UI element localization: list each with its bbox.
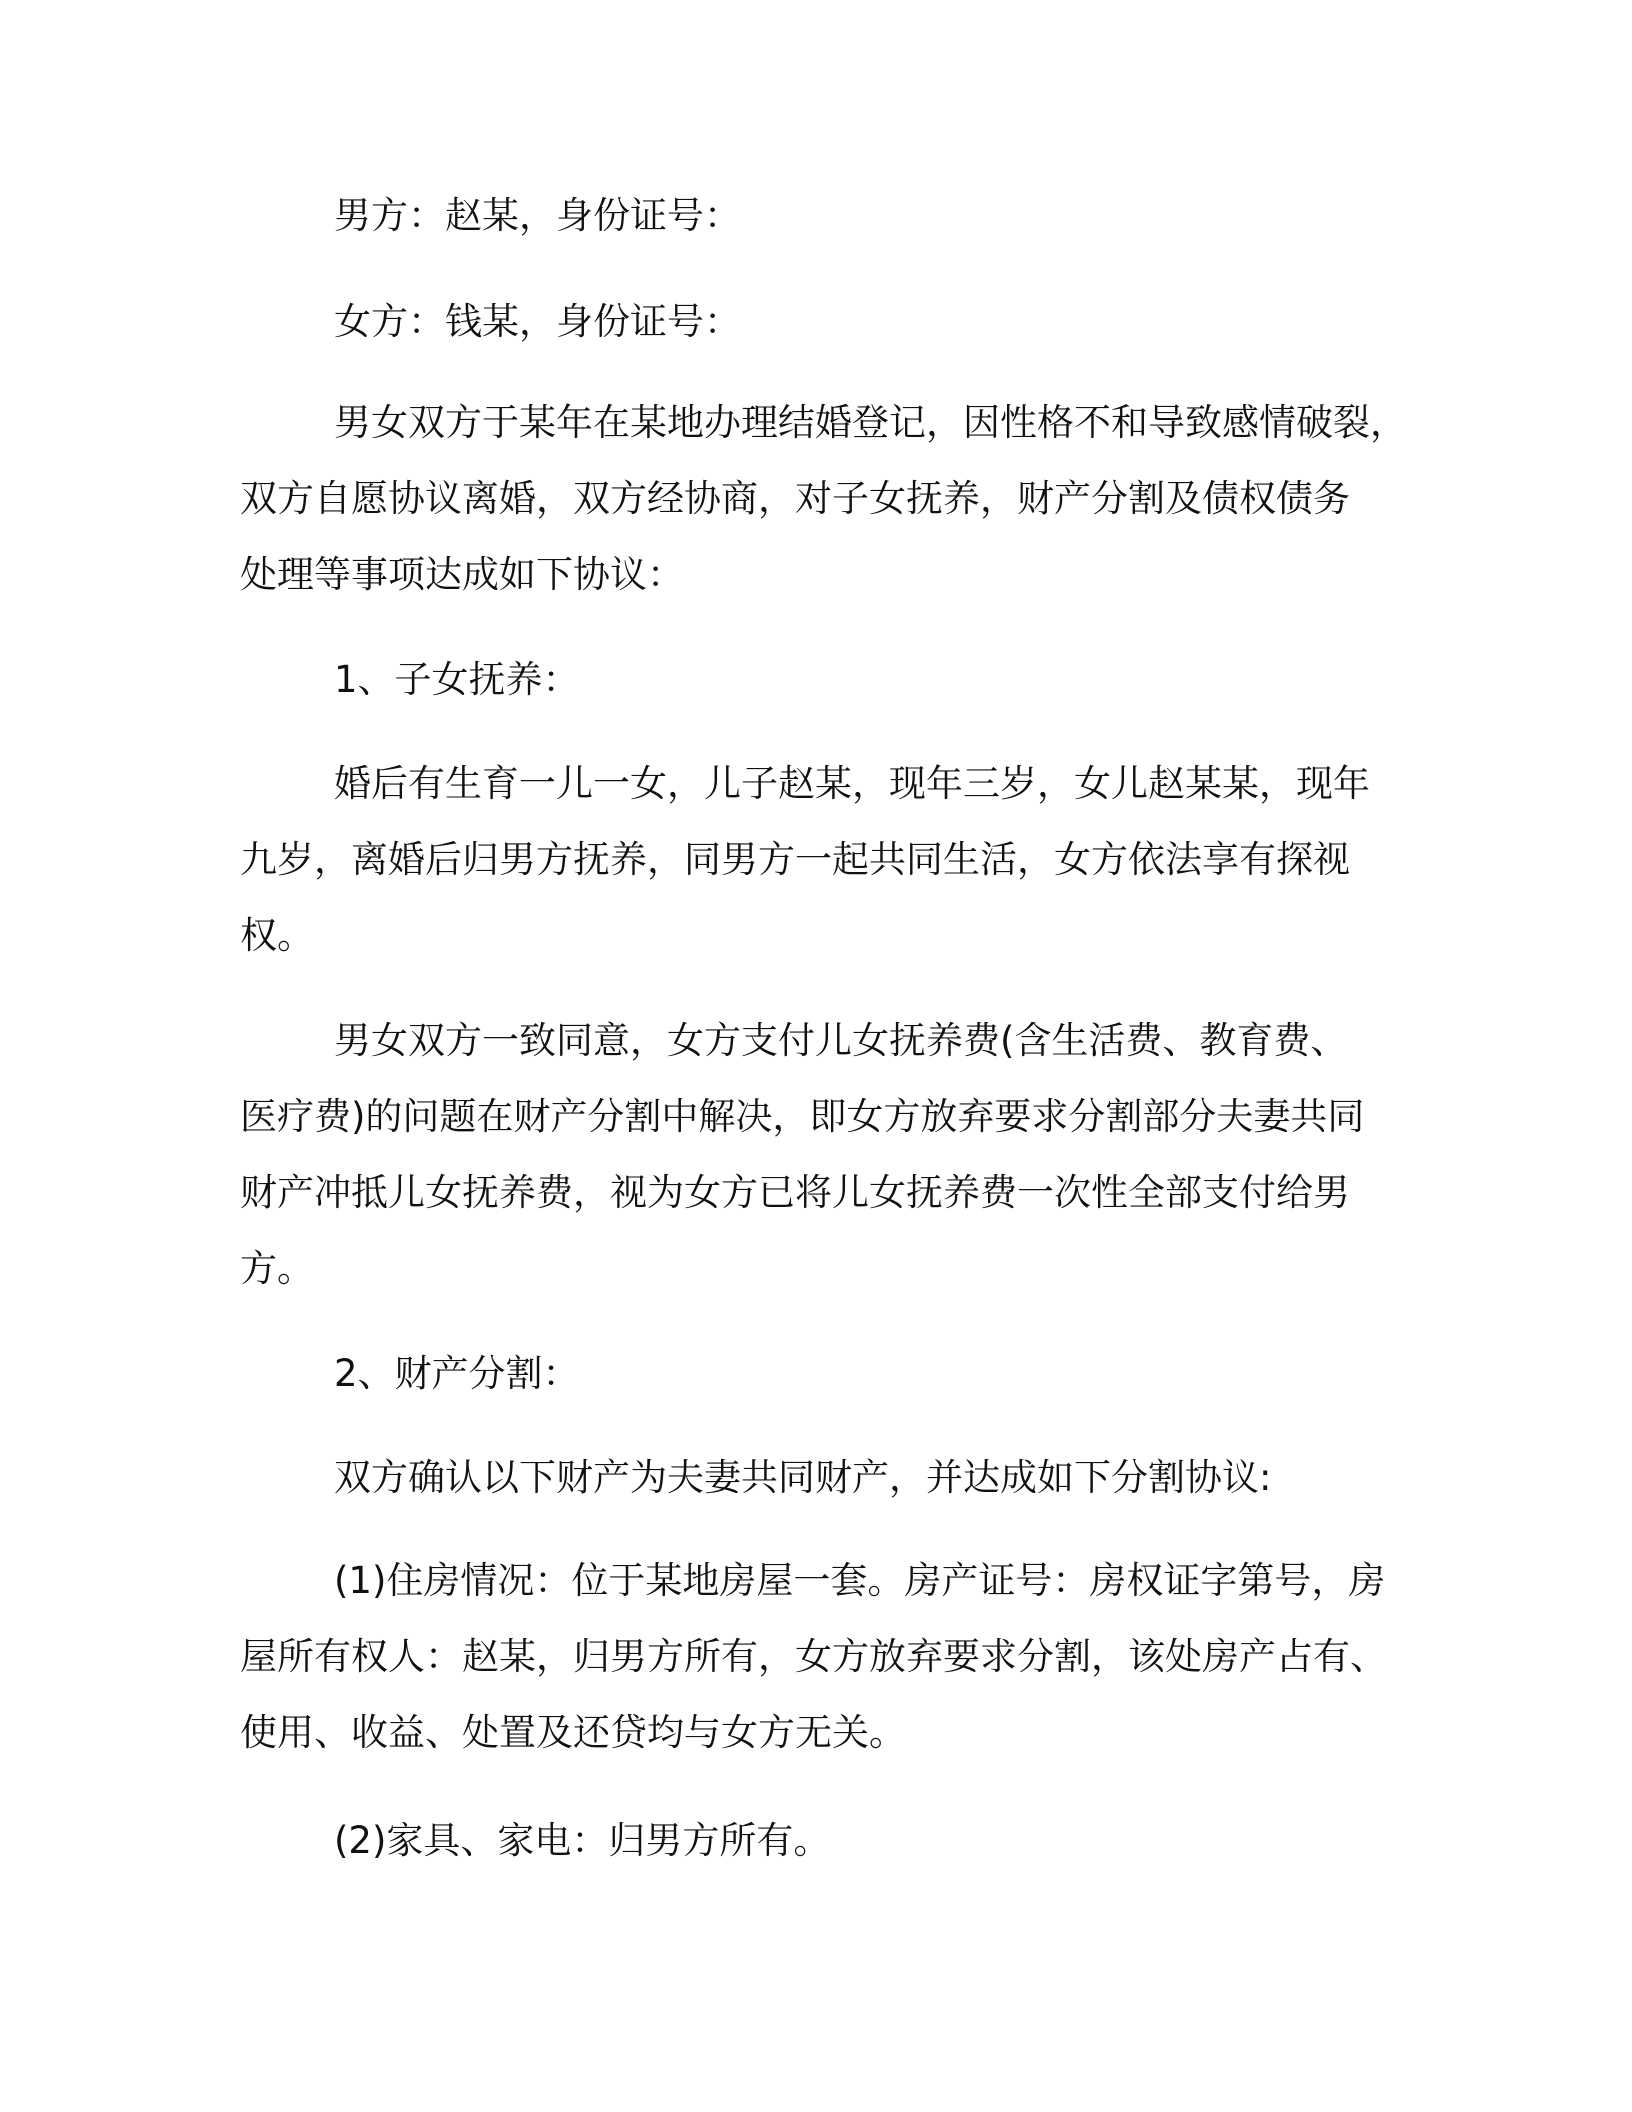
paragraph-property-confirm xyxy=(240,1440,1420,1516)
text-line: 屋所有权人：赵某，归男方所有，女方放弃要求分割，该处房产占有、 xyxy=(240,1635,1387,1678)
text-line: 男方：赵某，身份证号： xyxy=(334,194,741,237)
text-line: 2、财产分割： xyxy=(334,1352,580,1395)
text-line: 使用、收益、处置及还贷均与女方无关。 xyxy=(240,1711,906,1754)
text-line: 方。 xyxy=(240,1247,314,1290)
text-line: 财产冲抵儿女抚养费，视为女方已将儿女抚养费一次性全部支付给男 xyxy=(240,1171,1350,1214)
paragraph-child-support xyxy=(240,1003,1420,1307)
text-line: 婚后有生育一儿一女，儿子赵某，现年三岁，女儿赵某某，现年 xyxy=(334,762,1370,805)
paragraph-children xyxy=(240,746,1420,974)
paragraph-male-party xyxy=(240,178,1420,254)
text-line: 男女双方于某年在某地办理结婚登记，因性格不和导致感情破裂， xyxy=(334,401,1407,444)
text-line: 九岁，离婚后归男方抚养，同男方一起共同生活，女方依法享有探视 xyxy=(240,838,1350,881)
paragraph-female-party xyxy=(240,284,1420,360)
section-heading-child-custody xyxy=(240,642,1420,718)
section-heading-property-division xyxy=(240,1336,1420,1412)
text-line: 权。 xyxy=(240,914,314,957)
paragraph-furniture xyxy=(240,1803,1420,1879)
paragraph-intro xyxy=(240,385,1420,613)
text-line: 男女双方一致同意，女方支付儿女抚养费(含生活费、教育费、 xyxy=(334,1019,1348,1062)
text-line: 双方自愿协议离婚，双方经协商，对子女抚养，财产分割及债权债务 xyxy=(240,477,1350,520)
text-line: 双方确认以下财产为夫妻共同财产，并达成如下分割协议: xyxy=(334,1456,1272,1499)
text-line: 1、子女抚养： xyxy=(334,658,580,701)
text-line: 处理等事项达成如下协议： xyxy=(240,553,684,596)
text-line: (2)家具、家电：归男方所有。 xyxy=(334,1819,831,1862)
paragraph-housing xyxy=(240,1543,1420,1771)
text-line: 医疗费)的问题在财产分割中解决，即女方放弃要求分割部分夫妻共同 xyxy=(240,1095,1365,1138)
text-line: 女方：钱某，身份证号： xyxy=(334,300,741,343)
text-line: (1)住房情况：位于某地房屋一套。房产证号：房权证字第号，房 xyxy=(334,1559,1386,1602)
